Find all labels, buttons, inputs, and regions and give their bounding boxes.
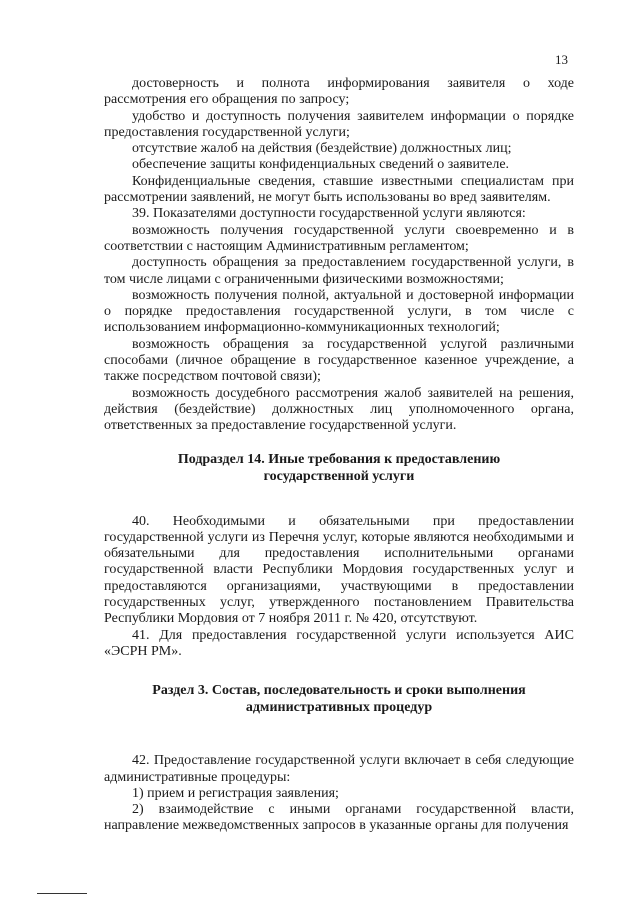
paragraph: 2) взаимодействие с иными органами государственной власти, направление межведомственных запросов в указанные органы для получения [104, 802, 574, 834]
paragraph: достоверность и полнота информирования заявителя о ходе рассмотрения его обращения по запросу; [104, 76, 574, 108]
heading-line: Подраздел 14. Иные требования к предоставлению [177, 451, 501, 467]
subsection-heading [104, 451, 574, 485]
document-body [104, 76, 574, 835]
paragraph: возможность получения государственной услуги своевременно и в соответствии с настоящим Административным регламентом; [104, 222, 574, 254]
heading-line: административных процедур [245, 700, 433, 716]
paragraph: возможность досудебного рассмотрения жалоб заявителей на решения, действия (бездействие) должностных лиц уполномоченного органа, ответственных за предоставление государственной услуги. [104, 385, 574, 434]
page-number: 13 [555, 52, 568, 67]
heading-line: государственной услуги [263, 468, 415, 484]
paragraph: отсутствие жалоб на действия (бездействие) должностных лиц; [132, 141, 512, 157]
heading-line: Раздел 3. Состав, последовательность и сроки выполнения [152, 683, 526, 699]
section-heading [104, 682, 574, 716]
paragraph: обеспечение защиты конфиденциальных сведений о заявителе. [132, 157, 510, 173]
paragraph: 39. Показателями доступности государственной услуги являются: [132, 206, 526, 222]
paragraph: доступность обращения за предоставлением государственной услуги, в том числе лицами с ограниченными физическими возможностями; [104, 255, 574, 287]
paragraph: 40. Необходимыми и обязательными при предоставлении государственной услуги из Перечня услуг, которые являются необходимыми и обязательными для предоставления исполнительными органами государственной власти Республики Мордовия государственных услуг и предоставляются организациями, участвующими в предоставлении государственных услуг, утвержденного постановлением Правительства Республики Мордовия от 7 ноября 2011 г. № 420, отсутствуют. [104, 513, 574, 627]
footer-divider [37, 893, 87, 894]
paragraph: Конфиденциальные сведения, ставшие известными специалистам при рассмотрении заявлений, не могут быть использованы во вред заявителям. [104, 173, 574, 206]
paragraph: 41. Для предоставления государственной услуги используется АИС «ЭСРН РМ». [104, 627, 574, 659]
paragraph: возможность получения полной, актуальной и достоверной информации о порядке предоставления государственной услуги, в том числе с использованием информационно-коммуникационных технологий; [104, 287, 574, 336]
paragraph: 42. Предоставление государственной услуги включает в себя следующие административные процедуры: [104, 753, 574, 785]
paragraph: 1) прием и регистрация заявления; [132, 785, 339, 801]
paragraph: удобство и доступность получения заявителем информации о порядке предоставления государственной услуги; [104, 108, 574, 140]
paragraph: возможность обращения за государственной услугой различными способами (личное обращение в государственное казенное учреждение, а также посредством почтовой связи); [104, 336, 574, 385]
